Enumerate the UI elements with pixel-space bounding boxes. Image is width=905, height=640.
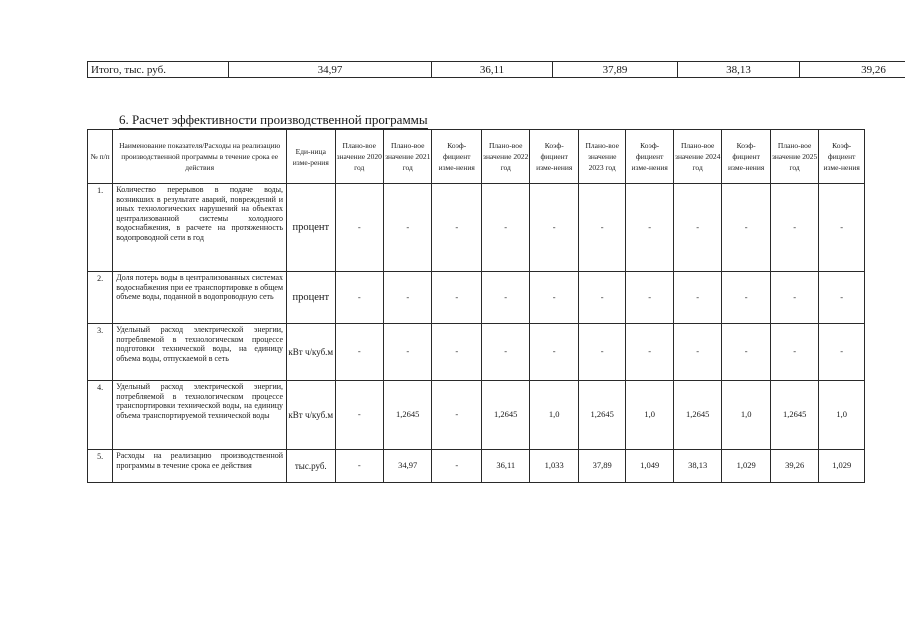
row-value: - [432,450,482,483]
row-value: 1,0 [819,381,865,450]
total-value: 34,97 [229,62,432,78]
row-value: - [384,184,432,272]
header-cell: Плано-вое значение 2023 год [578,130,625,184]
row-value: 1,2645 [673,381,721,450]
row-value: - [432,272,482,324]
row-value: - [770,272,818,324]
row-name: Доля потерь воды в централизованных системах водоснабжения при ее транспортировке в общем объеме воды, поданной в водопроводную сеть [113,272,287,324]
table-row [88,272,865,324]
row-value: - [432,184,482,272]
total-value: 36,11 [432,62,553,78]
row-value: - [819,272,865,324]
header-cell: Плано-вое значение 2025 год [770,130,818,184]
row-value: - [722,272,770,324]
row-name: Удельный расход электрической энергии, потребляемой в технологическом процессе транспортировки технической воды, на единицу объема транспортируемой технической воды [113,381,287,450]
row-value: 1,0 [626,381,673,450]
row-number: 1. [88,184,113,272]
row-value: - [335,450,383,483]
row-unit: кВт ч/куб.м [287,381,335,450]
header-cell: № п/п [88,130,113,184]
row-value: 1,2645 [481,381,529,450]
row-value: 1,029 [722,450,770,483]
total-label: Итого, тыс. руб. [88,62,229,78]
row-value: - [481,184,529,272]
total-value: 37,89 [553,62,678,78]
row-value: - [481,272,529,324]
row-value: 1,033 [530,450,578,483]
row-number: 4. [88,381,113,450]
row-value: - [335,381,383,450]
row-value: 1,2645 [578,381,625,450]
header-cell: Наименование показателя/Расходы на реализацию производственной программы в течение срока ее действия [113,130,287,184]
row-value: - [770,184,818,272]
section-title: 6. Расчет эффективности производственной программы [119,112,428,127]
header-cell: Коэф-фициент изме-нения [432,130,482,184]
row-value: 1,029 [819,450,865,483]
row-value: - [673,324,721,381]
row-value: 1,2645 [770,381,818,450]
row-value: - [432,324,482,381]
header-cell: Коэф-фициент изме-нения [819,130,865,184]
table-row [88,324,865,381]
row-value: - [481,324,529,381]
row-value: - [335,272,383,324]
header-cell: Плано-вое значение 2021 год [384,130,432,184]
row-value: 36,11 [481,450,529,483]
row-value: 39,26 [770,450,818,483]
row-value: - [578,272,625,324]
row-value: 37,89 [578,450,625,483]
row-value: - [432,381,482,450]
row-value: 1,0 [530,381,578,450]
total-value: 38,13 [678,62,800,78]
row-unit: процент [287,184,335,272]
row-value: - [530,272,578,324]
total-table [87,61,905,78]
row-value: - [578,324,625,381]
row-value: - [819,184,865,272]
row-value: - [673,184,721,272]
row-value: 1,049 [626,450,673,483]
row-name: Расходы на реализацию производственной программы в течение срока ее действия [113,450,287,483]
total-row [88,62,905,78]
row-value: - [578,184,625,272]
row-value: 34,97 [384,450,432,483]
header-cell: Плано-вое значение 2024 год [673,130,721,184]
row-value: - [673,272,721,324]
row-value: - [770,324,818,381]
table-row [88,184,865,272]
row-value: - [335,184,383,272]
row-value: - [530,324,578,381]
header-cell: Коэф-фициент изме-нения [626,130,673,184]
row-value: - [626,324,673,381]
row-value: - [626,272,673,324]
table-row [88,450,865,483]
row-value: - [626,184,673,272]
total-value: 39,26 [800,62,905,78]
table-row [88,381,865,450]
row-unit: тыс.руб. [287,450,335,483]
row-name: Удельный расход электрической энергии, потребляемой в технологическом процессе подготовки технической воды, на единицу объема воды, отпускаемой в сеть [113,324,287,381]
row-name: Количество перерывов в подаче воды, возникших в результате аварий, повреждений и иных технологических нарушений на объектах централизованной системы холодного водоснабжения, в расчете на протяженность водопроводной сети в год [113,184,287,272]
row-number: 3. [88,324,113,381]
row-value: - [384,324,432,381]
row-value: - [384,272,432,324]
row-value: - [722,184,770,272]
row-value: - [819,324,865,381]
row-unit: процент [287,272,335,324]
row-number: 2. [88,272,113,324]
row-value: - [530,184,578,272]
header-cell: Еди-ница изме-рения [287,130,335,184]
header-cell: Плано-вое значение 2020 год [335,130,383,184]
row-unit: кВт ч/куб.м [287,324,335,381]
header-cell: Коэф-фициент изме-нения [530,130,578,184]
row-value: - [722,324,770,381]
row-value: 1,0 [722,381,770,450]
header-cell: Плано-вое значение 2022 год [481,130,529,184]
row-number: 5. [88,450,113,483]
efficiency-table [87,129,865,483]
header-cell: Коэф-фициент изме-нения [722,130,770,184]
row-value: 38,13 [673,450,721,483]
header-row [88,130,865,184]
row-value: - [335,324,383,381]
row-value: 1,2645 [384,381,432,450]
